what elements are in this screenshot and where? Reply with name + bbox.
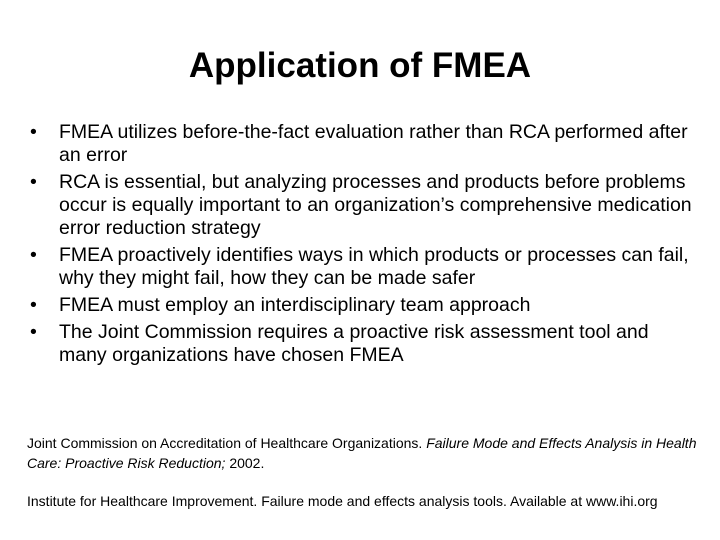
bullet-text: FMEA proactively identifies ways in which products or processes can fail, why they might fail, how they can be made safer	[59, 244, 689, 289]
slide-title: Application of FMEA	[188, 46, 532, 85]
reference-year: 2002.	[229, 455, 265, 471]
reference-title: Failure Mode and Effects Analysis in Health Care: Proactive Risk Reduction;	[27, 435, 697, 471]
reference-jcaho	[27, 433, 697, 473]
bullet-item	[30, 294, 700, 317]
bullet-marker: •	[30, 171, 37, 193]
bullet-item	[30, 171, 700, 240]
references	[27, 433, 697, 529]
bullet-item	[30, 321, 700, 367]
reference-ihi: Institute for Healthcare Improvement. Failure mode and effects analysis tools. Available at www.ihi.org	[27, 493, 658, 509]
bullet-list	[30, 121, 700, 371]
bullet-marker: •	[30, 121, 37, 143]
bullet-text: FMEA utilizes before-the-fact evaluation rather than RCA performed after an error	[59, 121, 688, 166]
bullet-item	[30, 244, 700, 290]
bullet-marker: •	[30, 294, 37, 316]
bullet-item	[30, 121, 700, 167]
bullet-marker: •	[30, 244, 37, 266]
bullet-text: FMEA must employ an interdisciplinary team approach	[59, 294, 531, 316]
reference-author: Joint Commission on Accreditation of Healthcare Organizations.	[27, 435, 423, 451]
bullet-marker: •	[30, 321, 37, 343]
bullet-text: RCA is essential, but analyzing processes and products before problems occur is equally important to an organization’s comprehensive medication error reduction strategy	[59, 171, 692, 239]
bullet-text: The Joint Commission requires a proactive risk assessment tool and many organizations have chosen FMEA	[59, 321, 649, 366]
